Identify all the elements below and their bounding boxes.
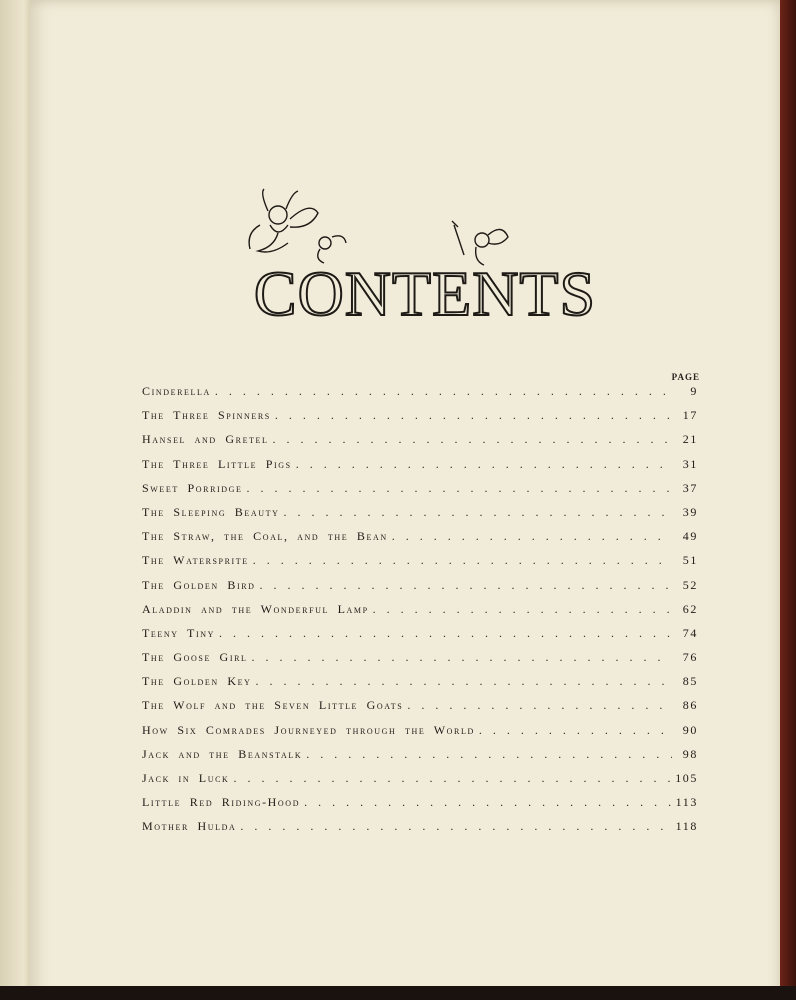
toc-entry-page: 21 — [682, 432, 698, 447]
toc-entry — [142, 602, 698, 626]
toc-entry-page: 39 — [682, 504, 698, 519]
toc-leader-dots — [260, 578, 672, 593]
toc-leader-dots — [407, 698, 672, 713]
toc-entry — [142, 481, 698, 505]
toc-leader-dots — [479, 723, 672, 738]
toc-leader-dots — [219, 626, 672, 641]
toc-entry — [142, 384, 698, 408]
toc-entry-page: 17 — [682, 408, 698, 423]
toc-entry — [142, 578, 698, 602]
toc-entry-title: Teeny Tiny — [142, 625, 215, 640]
toc-entry-page: 51 — [682, 553, 698, 568]
toc-entry-title: How Six Comrades Journeyed through the World — [142, 722, 475, 737]
toc-entry — [142, 432, 698, 456]
toc-leader-dots — [247, 481, 672, 496]
toc-entry-title: The Sleeping Beauty — [142, 504, 280, 519]
toc-entry — [142, 771, 698, 795]
toc-entry — [142, 650, 698, 674]
toc-leader-dots — [296, 457, 672, 472]
bottom-shadow — [0, 986, 796, 1000]
toc-entry-page: 86 — [682, 698, 698, 713]
toc-leader-dots — [392, 529, 672, 544]
toc-entry-title: The Three Little Pigs — [142, 456, 292, 471]
toc-leader-dots — [284, 505, 672, 520]
toc-entry-title: Cinderella — [142, 384, 211, 398]
toc-entry — [142, 553, 698, 577]
toc-entry-title: Jack in Luck — [142, 771, 230, 785]
toc-leader-dots — [240, 819, 671, 834]
toc-leader-dots — [253, 553, 672, 568]
left-page-edge — [0, 0, 34, 1000]
fairy-illustration-icon — [249, 189, 508, 265]
toc-entry-title: Little Red Riding-Hood — [142, 795, 301, 810]
toc-entry-title: Mother Hulda — [142, 819, 237, 834]
toc-entry — [142, 505, 698, 529]
toc-entry-title: The Golden Bird — [142, 577, 256, 592]
toc-entry — [142, 819, 698, 843]
toc-leader-dots — [275, 408, 672, 423]
toc-entry-title: The Goose Girl — [142, 650, 248, 665]
toc-leader-dots — [215, 384, 672, 399]
toc-entry — [142, 408, 698, 432]
toc-entry-title: Jack and the Beanstalk — [142, 746, 303, 761]
toc-entry-title: The Golden Key — [142, 674, 252, 689]
toc-leader-dots — [256, 674, 673, 689]
toc-entry-title: The Three Spinners — [142, 408, 271, 423]
toc-entry-title: The Wolf and the Seven Little Goats — [142, 698, 404, 713]
toc-leader-dots — [373, 602, 672, 617]
toc-entry — [142, 457, 698, 481]
toc-entry-page: 49 — [682, 529, 698, 544]
toc-entry-page: 113 — [675, 795, 698, 810]
toc-leader-dots — [273, 432, 672, 447]
toc-entry-title: The Watersprite — [142, 553, 249, 568]
table-of-contents — [142, 384, 698, 844]
contents-title-text: CONTENTS — [253, 258, 597, 329]
toc-leader-dots — [233, 771, 671, 786]
toc-entry-page: 9 — [690, 384, 698, 398]
toc-entry-title: The Straw, the Coal, and the Bean — [142, 529, 388, 544]
toc-entry — [142, 674, 698, 698]
toc-entry-page: 118 — [675, 819, 698, 834]
toc-entry — [142, 626, 698, 650]
toc-entry — [142, 698, 698, 722]
toc-entry — [142, 723, 698, 747]
contents-heading-art — [220, 185, 630, 335]
toc-entry-page: 98 — [682, 746, 698, 761]
toc-entry-page: 76 — [682, 650, 698, 665]
toc-entry-page: 62 — [682, 601, 698, 616]
toc-entry-page: 37 — [682, 480, 698, 495]
contents-heading — [220, 185, 630, 335]
toc-entry-title: Aladdin and the Wonderful Lamp — [142, 601, 369, 616]
book-cover-edge — [780, 0, 796, 1000]
toc-entry-page: 105 — [675, 771, 698, 785]
toc-entry — [142, 747, 698, 771]
toc-entry-title: Hansel and Gretel — [142, 432, 269, 447]
toc-leader-dots — [306, 747, 672, 762]
toc-entry-page: 90 — [682, 722, 698, 737]
toc-leader-dots — [252, 650, 672, 665]
toc-leader-dots — [304, 795, 672, 810]
toc-entry-title: Sweet Porridge — [142, 480, 243, 495]
toc-entry-page: 31 — [682, 456, 698, 471]
toc-entry — [142, 795, 698, 819]
toc-entry — [142, 529, 698, 553]
toc-entry-page: 85 — [682, 674, 698, 689]
toc-entry-page: 74 — [682, 625, 698, 640]
page-column-label: PAGE — [671, 372, 700, 382]
book-page — [30, 0, 782, 1000]
toc-entry-page: 52 — [682, 577, 698, 592]
